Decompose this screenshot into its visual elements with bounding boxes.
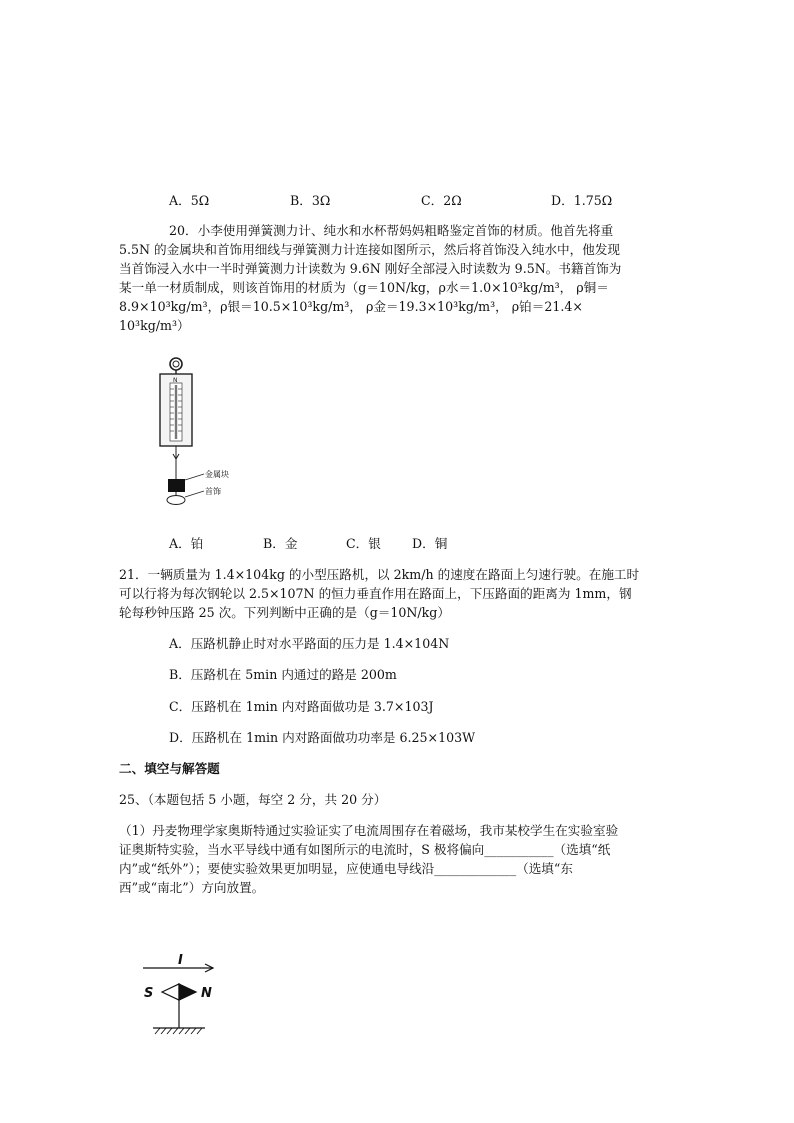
option-c: C．2Ω [421, 193, 462, 208]
q21-line-2: 可以行将为每次钢轮以 2.5×107N 的恒力垂直作用在路面上，下压路面的距离为 1mm，钢 [119, 586, 632, 601]
q20-line-2: 5.5N 的金属块和首饰用细线与弹簧测力计连接如图所示，然后将首饰没入纯水中，他发现 [119, 242, 621, 257]
q20-option-d: D．铜 [412, 536, 448, 551]
section-title: 二、填空与解答题 [119, 761, 220, 776]
q21-line-1: 21．一辆质量为 1.4×104kg 的小型压路机，以 2km/h 的速度在路面上匀速行驶。在施工时 [119, 567, 640, 582]
q20-line-3: 当首饰浸入水中一半时弹簧测力计读数为 9.6N 刚好全部浸入时读数为 9.5N。书籍首饰为 [119, 261, 622, 276]
south-pole-label: S [144, 986, 154, 1001]
q25-line-1: （1）丹麦物理学家奥斯特通过实验证实了电流周围存在着磁场，我市某校学生在实验室验 [119, 823, 619, 838]
option-b: B．3Ω [290, 193, 331, 208]
metal-block [168, 479, 185, 492]
q21-option-a: A．压路机静止时对水平路面的压力是 1.4×104N [169, 636, 450, 651]
q25-header: 25、（本题包括 5 小题，每空 2 分，共 20 分） [119, 792, 387, 807]
q25-line-3: 内”或“纸外”）；要使实验效果更加明显，应使通电导线沿_____________（选填“东 [119, 861, 573, 876]
q20-line-6: 10³kg/m³） [119, 318, 190, 333]
q25-line-2: 证奥斯特实验，当水平导线中通有如图所示的电流时，S 极将偏向___________（选填“纸 [119, 842, 611, 857]
jewelry-label: 首饰 [205, 487, 221, 496]
q20-line-4: 某一单一材质制成，则该首饰用的材质为（g＝10N/kg，ρ水＝1.0×10³kg/m³， ρ铜＝ [119, 280, 609, 295]
compass-needle-n [179, 984, 196, 1000]
current-label: I [178, 953, 183, 968]
q21-option-c: C．压路机在 1min 内对路面做功是 3.7×103J [169, 699, 434, 714]
scale-unit-label: N [173, 377, 178, 384]
q20-line-1: 20．小李使用弹簧测力计、纯水和水杯帮妈妈粗略鉴定首饰的材质。他首先将重 [169, 223, 614, 238]
spring-scale-figure [150, 355, 260, 515]
q20-option-a: A．铂 [169, 536, 204, 551]
q20-line-5: 8.9×10³kg/m³，ρ银＝10.5×10³kg/m³， ρ金＝19.3×10³kg/m³， ρ铂＝21.4× [119, 299, 583, 314]
q21-option-b: B．压路机在 5min 内通过的路是 200m [169, 667, 397, 682]
compass-needle-s [162, 984, 179, 1000]
metal-block-label: 金属块 [205, 470, 229, 479]
option-d: D．1.75Ω [551, 193, 613, 208]
q21-line-3: 轮每秒钟压路 25 次。下列判断中正确的是（g＝10N/kg） [119, 605, 450, 620]
q21-option-d: D．压路机在 1min 内对路面做功功率是 6.25×103W [169, 730, 476, 745]
option-a: A．5Ω [169, 193, 210, 208]
jewelry [167, 496, 185, 505]
q20-option-c: C．银 [346, 536, 381, 551]
scale-ring [170, 358, 182, 370]
q25-line-4: 西”或“南北”）方向放置。 [119, 880, 265, 895]
north-pole-label: N [201, 986, 212, 1001]
oersted-figure [138, 950, 238, 1046]
q20-option-b: B．金 [263, 536, 298, 551]
